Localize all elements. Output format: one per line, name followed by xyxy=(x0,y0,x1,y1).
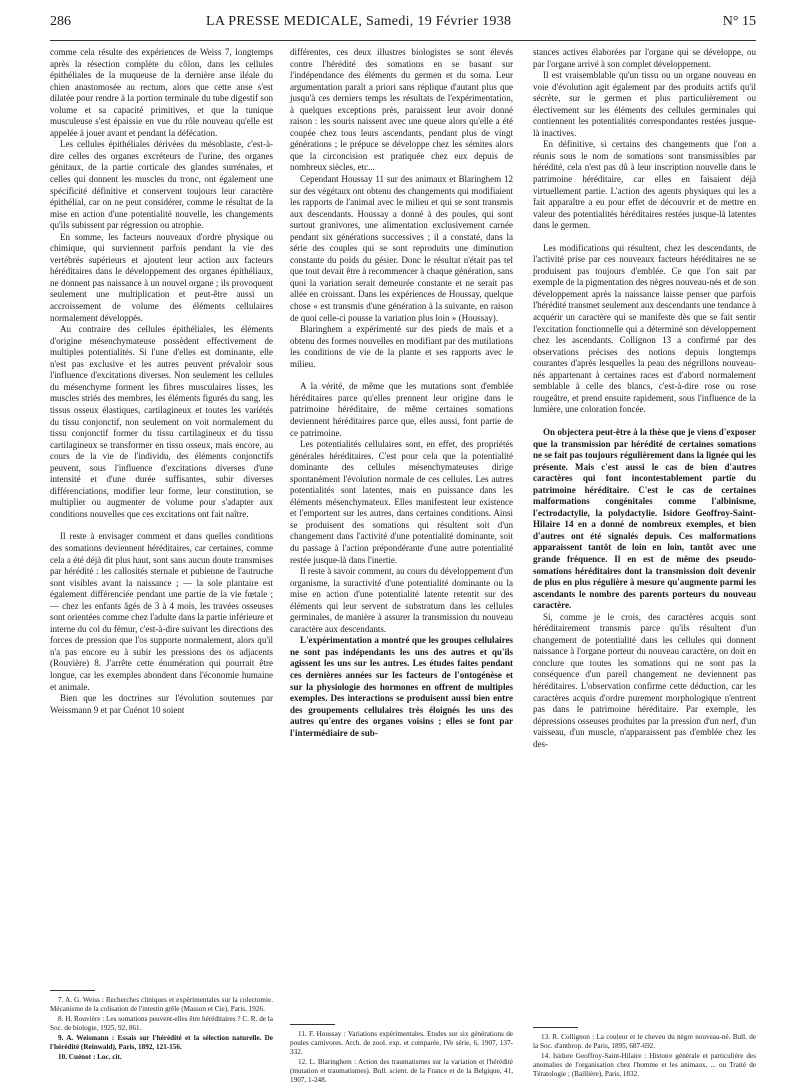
footnote: 9. A. Weismann : Essais sur l'hérédité et la sélection naturelle. De l'hérédité (Reinwald), Paris, 1892, 121-156. xyxy=(50,1034,273,1051)
footnote: 13. R. Collignon : La couleur et le cheveu du nègre nouveau-né. Bull. de la Soc. d'anthrop. de Paris, 1895, 687-692. xyxy=(533,1033,756,1050)
paragraph: Il reste à envisager comment et dans quelles conditions des somations deviennent héréditaires, car certaines, comme cela a été déjà dit plus haut, sont sans aucun doute transmises par hérédité : les callosités sternale et pubienne de l'autruche sont visibles avant la naissance ; — la sole plantaire est également différenciée pendant une partie de la vie fœtale ; — chez les enfants âgés de 3 à 4 mois, les travées osseuses sont orientées comme chez l'adulte dans la partie inférieure et interne du col du fémur, c'est-à-dire suivant les directions des forces de pression que l'os supporte normalement, alors qu'il n'a pas encore eu à subir les pressions des os adjacents (Rouvière) 8. J'arrête cette énumération qui pourrait être longue, car les exemples abondent dans l'économie humaine et animale. xyxy=(50,531,273,692)
paragraph: Blaringhem a expérimenté sur des pieds de maïs et a obtenu des formes nouvelles en modifiant par des mutilations les conditions de vie de la plante et ses rapports avec le milieu. xyxy=(290,324,513,369)
paragraph: stances actives élaborées par l'organe qui se développe, ou par l'organe arrivé à son complet développement. xyxy=(533,47,756,69)
paragraph: Il est vraisemblable qu'un tissu ou un organe nouveau en voie d'évolution agit également par des produits actifs qu'il sécrète, sur le germen et plus particulièrement ou électivement sur les éléments des cellules germinales qui contiennent les potentialités correspondantes restées jusque-là inactives. xyxy=(533,70,756,138)
column-2 xyxy=(290,47,513,739)
header-rule xyxy=(50,40,756,41)
footnote-rule xyxy=(50,990,95,991)
footnotes-column-1 xyxy=(50,990,273,1063)
paragraph: Cependant Houssay 11 sur des animaux et Blaringhem 12 sur des végétaux ont obtenu des changements qui modifiaient les rapports de l'animal avec le milieu et qui se sont transmis aux descendants. Houssay a donné à des poules, qui sont surtout granivores, une alimentation exclusivement carnée pendant six générations successives ; il a constaté, dans la série des couples qui se sont reproduits une diminution constante du poids du gésier. Donc le résultat n'était pas tel que tout devait être à recommencer à chaque génération, sans quoi la variation serait demeurée constante et ne serait pas allée en croissant. Dans les expériences de Houssay, quelque chose « est transmis d'une génération à la suivante, en raison de quoi celle-ci pousse la variation plus loin » (Houssay). xyxy=(290,174,513,323)
footnote-rule xyxy=(533,1027,578,1028)
footnote: 7. A. G. Weiss : Recherches cliniques et expérimentales sur la colectomie. Mécanisme de la colisation de l'intestin grêle (Masson et Cie), Paris, 1926. xyxy=(50,996,273,1013)
page-number: 286 xyxy=(50,14,71,29)
footnotes-column-2 xyxy=(290,1024,513,1086)
paragraph: On objectera peut-être à la thèse que je viens d'exposer que la transmission par hérédité de certaines somations ne se fait pas toujours régulièrement dans la lignée qui les présente. Mais c'est aussi le cas de bien d'autres caractères qui font incontestablement partie du patrimoine héréditaire. C'est le cas de certaines malformations congénitales comme l'albinisme, l'ectrodactylie, la polydactylie. Isidore Geoffroy-Saint-Hilaire 14 en a donné de nombreux exemples, et bien d'autres ont été signalés depuis. Ces malformations apparaissent tantôt de loin en loin, tantôt avec une grande fréquence. Il en est de même des pseudo-somations héréditaires dont la transmission doit devenir de plus en plus régulière à mesure qu'augmente parmi les ascendants le nombre des parents porteurs du nouveau caractère. xyxy=(533,426,756,611)
column-3 xyxy=(533,47,756,750)
page-header xyxy=(50,14,756,40)
paragraph: comme cela résulte des expériences de Weiss 7, longtemps après la résection complète du côlon, dans les cellules épithéliales de la muqueuse de la dernière anse iléale du chien anastomosée au rectum, alors que cette anse s'est dilatée pour rendre à la portion terminale du tube digestif son volume et sa capacité primitives, et que la tunique musculeuse s'est épaissie en vue du rôle nouveau qu'elle est appelée à jouer avant et pendant la défécation. xyxy=(50,47,273,138)
footnotes-column-3 xyxy=(533,1027,756,1080)
footnote: 11. F. Houssay : Variations expérimentales. Etudes sur six générations de poules carnivores. Arch. de zool. exp. et comparée, IVe série, 6, 1907, 137-332. xyxy=(290,1030,513,1056)
footnote: 8. H. Rouvière : Les somations peuvent-elles être héréditaires ? C. R. de la Soc. de biologie, 1925, 92, 861. xyxy=(50,1015,273,1032)
paragraph: A la vérité, de même que les mutations sont d'emblée héréditaires parce qu'elles prennent leur origine dans le patrimoine héréditaire, de même certaines somations deviennent héréditaires parce que, elles aussi, font partie de ce patrimoine. xyxy=(290,381,513,438)
paragraph: Il reste à savoir comment, au cours du développement d'un organisme, la suractivité d'une potentialité dominante ou la mise en action d'une potentialité latente retentit sur des éléments qui leur servent de substratum dans les cellules germinales, de manière à assurer la transmission du nouveau caractère aux descendants. xyxy=(290,566,513,634)
footnote: 14. Isidore Geoffroy-Saint-Hilaire : Histoire générale et particulière des anomalies de l'organisation chez l'homme et les animaux, ... ou Traité de Tératologie ; (Baillière), Paris, 1832. xyxy=(533,1052,756,1078)
paragraph: En définitive, si certains des changements que l'on a réunis sous le nom de somations sont transmissibles par hérédité, cela n'est pas dû à leur inscription nouvelle dans le patrimoine héréditaire, car elles en faisaient déjà virtuellement partie. L'action des agents physiques qui les a fait apparaître a eu pour effet de découvrir et de mettre en valeur des potentialités héréditaires restées jusque-là latentes dans le germen. xyxy=(533,139,756,231)
paragraph: En somme, les facteurs nouveaux d'ordre physique ou chimique, qui surviennent parfois pendant la vie des vertébrés supérieurs et ajoutent leur action aux facteurs héréditaires dans le développement des organes épithéliaux, ne donnent pas naissance à un nouvel organe ; ils provoquent seulement une multiplication et peut-être aussi un accroissement de volume des éléments cellulaires normalement développés. xyxy=(50,231,273,323)
paragraph: Les modifications qui résultent, chez les descendants, de l'activité prise par ces nouveaux facteurs héréditaires ne se produisent pas toujours d'emblée. Ce que l'on sait par exemple de la pigmentation des nègres nouveau-nés et de son développement après la naissance laisse penser que parfois l'hérédité transmet seulement aux descendants une tendance à acquérir un caractère qui se manifeste dès que se fait sentir l'excitation fonctionnelle qui a déterminé son développement chez les ascendants. Collignon 13 a confirmé par des observations précises des notions depuis longtemps courantes d'après lesquelles la peau des négrillons nouveau-nés appartenant à certaines races est d'abord normalement semblable à celle des blancs, c'est-à-dire rose ou rose rougeâtre, et prend ensuite rapidement, sous l'influence de la lumière, une coloration foncée. xyxy=(533,242,756,415)
footnote-rule xyxy=(290,1024,335,1025)
issue-number: N° 15 xyxy=(722,14,756,29)
footnote: 12. L. Blaringhem : Action des traumatismes sur la variation et l'hérédité (mutation et traumatismes). Bull. scient. de la France et de la Belgique, 41, 1907, 1-248. xyxy=(290,1058,513,1084)
journal-title: LA PRESSE MEDICALE, Samedi, 19 Février 1938 xyxy=(206,14,512,29)
paragraph: Bien que les doctrines sur l'évolution soutenues par Weissmann 9 et par Cuénot 10 soient xyxy=(50,693,273,715)
footnote: 10. Cuénot : Loc. cit. xyxy=(58,1053,122,1061)
paragraph: Si, comme je le crois, des caractères acquis sont héréditairement transmis parce qu'ils résultent d'un changement de potentialité dans les cellules qui donnent naissance à l'organe porteur du nouveau caractère, on doit en conclure que toutes les somations qui ne sont pas la conséquence d'un pareil changement ne deviennent pas héréditaires. L'observation confirme cette déduction, car les caractères acquis d'ordre purement morphologique n'entrent pas dans le patrimoine héréditaire. Par exemple, les dépressions osseuses produites par la pression d'un nerf, d'un vaisseau, d'un muscle, n'apparaissent pas d'emblée chez les des- xyxy=(533,611,756,749)
column-1 xyxy=(50,47,273,716)
paragraph: Les cellules épithéliales dérivées du mésoblaste, c'est-à-dire celles des organes excréteurs de l'urine, des organes génitaux, de la partie corticale des glandes surrénales, et celles qui donnent les muscles du tronc, ont également une spécificité définitive et conservent toujours leur caractère épithélial, car on ne peut considérer, comme le résultat de la mise en action d'une potentialité nouvelle, les changements qu'ils subissent par régression ou atrophie. xyxy=(50,139,273,231)
paragraph: Au contraire des cellules épithéliales, les éléments d'origine mésenchymateuse possèdent effectivement de multiples potentialités. Si l'une d'elles est dominante, elle n'est pas exclusive et les autres peuvent prévaloir sous l'influence d'excitations diverses. Non seulement les cellules du mésenchyme forment les fibres musculaires lisses, les muscles striés des membres, les éléments figurés du sang, les tissus osseux élastiques, cartilagineux et toutes les variétés du tissu conjonctif, non seulement on voit normalement du tissu conjonctif former du tissu cartilagineux et du tissu cartilagineux se transformer en tissu osseux, mais encore, au cours de la vie de l'individu, des éléments conjonctifs peuvent, sous l'influence d'excitations diverses d'une intensité et d'une durée suffisantes, subir diverses différenciations, modifier leur forme, leur constitution, se multiplier ou augmenter de volume pour s'adapter aux conditions nouvelles que ces excitations ont fait naître. xyxy=(50,324,273,519)
paragraph: différentes, ces deux illustres biologistes se sont élevés contre l'hérédité des somations en se basant sur l'indépendance des éléments du germen et du soma. Leur argumentation paraît a priori sans réplique d'autant plus que jusqu'à ces derniers temps les résultats de l'expérimentation, à quelques exceptions près, paraissent leur avoir donné raison : les souris naissent avec une queue alors qu'elle a été coupée chez tous leurs ascendants, pendant plus de vingt générations ; le prépuce se développe chez les sémites alors que la circoncision est pratiquée chez eux depuis de nombreux siècles, etc... xyxy=(290,47,513,173)
paragraph: Les potentialités cellulaires sont, en effet, des propriétés générales héréditaires. C'est pour cela que la potentialité dominante des cellules mésenchymateuses dirige spontanément l'évolution normale de ces cellules. Les autres potentialités sont latentes, mais en puissance dans les éléments mésenchymateux. Elles manifestent leur existence et l'emportent sur les autres, dans certaines conditions. Ainsi se produisent des somations qui résultent soit d'un changement dans l'activité d'une potentialité dominante, soit du passage à l'action prépondérante d'une autre potentialité restée jusque-là dans l'inertie. xyxy=(290,439,513,565)
paragraph: L'expérimentation a montré que les groupes cellulaires ne sont pas indépendants les uns des autres et qu'ils agissent les uns sur les autres. Les études faites pendant ces dernières années sur les facteurs de l'ontogénèse et sur la physiologie des hormones en offrent de multiples exemples. Des interactions se produisent aussi bien entre des groupements cellulaires très éloignés les uns des autres qu'entre des organes voisins ; elles se font par l'intermédiaire de sub- xyxy=(290,635,513,738)
